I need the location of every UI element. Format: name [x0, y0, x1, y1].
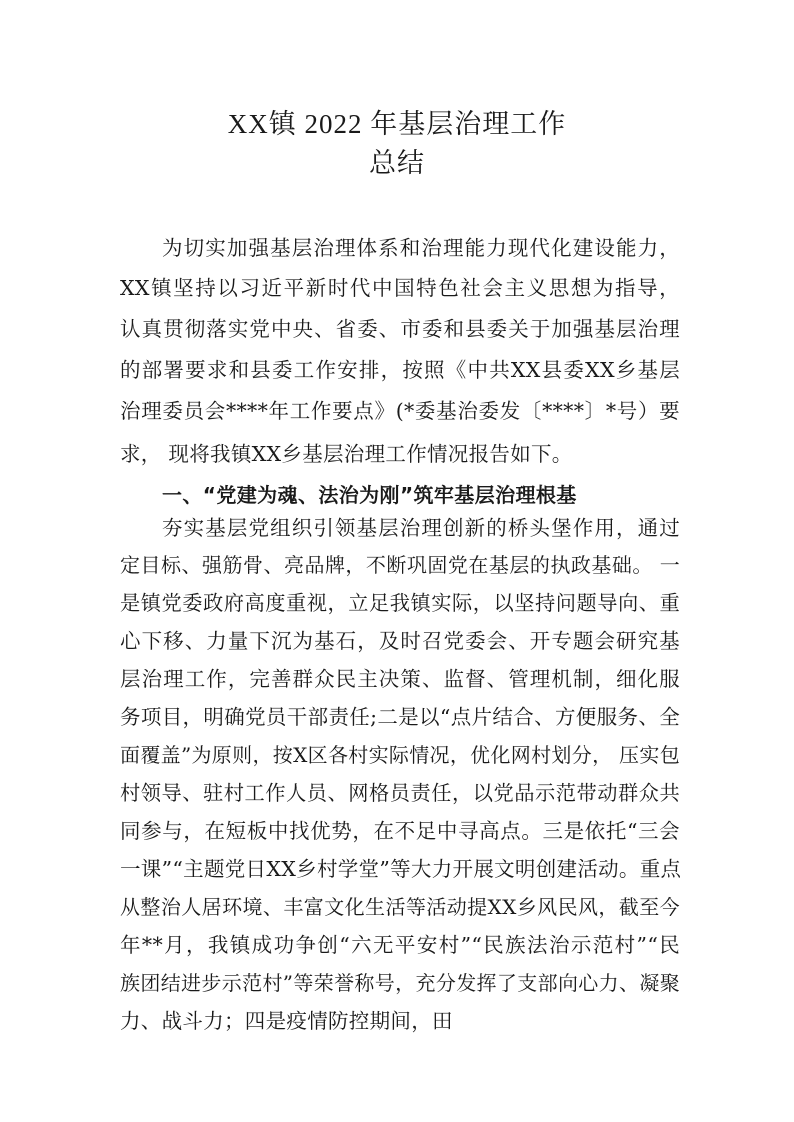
body-line: 同参与，在短板中找优势，在不足中寻高点。三是依托“三会: [120, 819, 680, 843]
intro-line: 治理委员会****年工作要点》(*委基治委发〔****〕*号）要: [120, 399, 680, 423]
body-line: 年**月，我镇成功争创“六无平安村”“民族法治示范村”“民: [120, 933, 680, 957]
intro-line: 为切实加强基层治理体系和治理能力现代化建设能力，: [162, 236, 680, 260]
body-line: 夯实基层党组织引领基层治理创新的桥头堡作用，通过: [162, 516, 680, 540]
body-line: 力、战斗力；四是疫情防控期间，田: [120, 1009, 453, 1033]
body-line: 面覆盖”为原则，按X区各村实际情况，优化网村划分， 压实包: [120, 743, 680, 767]
body-line: 族团结进步示范村”等荣誉称号，充分发挥了支部向心力、凝聚: [120, 971, 680, 995]
intro-line: 的部署要求和县委工作安排，按照《中共XX县委XX乡基层: [120, 358, 680, 382]
body-line: 一课”“主题党日XX乡村学堂”等大力开展文明创建活动。重点: [120, 857, 682, 881]
section-heading: 一、“党建为魂、法治为刚”筑牢基层治理根基: [162, 483, 577, 507]
body-line: 层治理工作，完善群众民主决策、监督、管理机制，细化服: [120, 667, 680, 691]
body-line: 定目标、强筋骨、亮品牌，不断巩固党在基层的执政基础。 一: [120, 553, 680, 577]
document-title-line1: XX镇 2022 年基层治理工作: [227, 109, 567, 139]
intro-line: XX镇坚持以习近平新时代中国特色社会主义思想为指导，: [120, 276, 680, 300]
body-line: 村领导、驻村工作人员、网格员责任，以党品示范带动群众共: [120, 781, 680, 805]
body-line: 从整治人居环境、丰富文化生活等活动提XX乡风民风，截至今: [120, 895, 680, 919]
intro-line: 求， 现将我镇XX乡基层治理工作情况报告如下。: [120, 442, 573, 466]
body-line: 是镇党委政府高度重视，立足我镇实际，以坚持问题导向、重: [120, 591, 680, 615]
body-line: 心下移、力量下沉为基石，及时召党委会、开专题会研究基: [120, 629, 680, 653]
document-title-line2: 总结: [369, 148, 425, 178]
intro-line: 认真贯彻落实党中央、省委、市委和县委关于加强基层治理: [120, 317, 680, 341]
body-line: 务项目，明确党员干部责任;二是以“点片结合、方便服务、全: [120, 705, 680, 729]
